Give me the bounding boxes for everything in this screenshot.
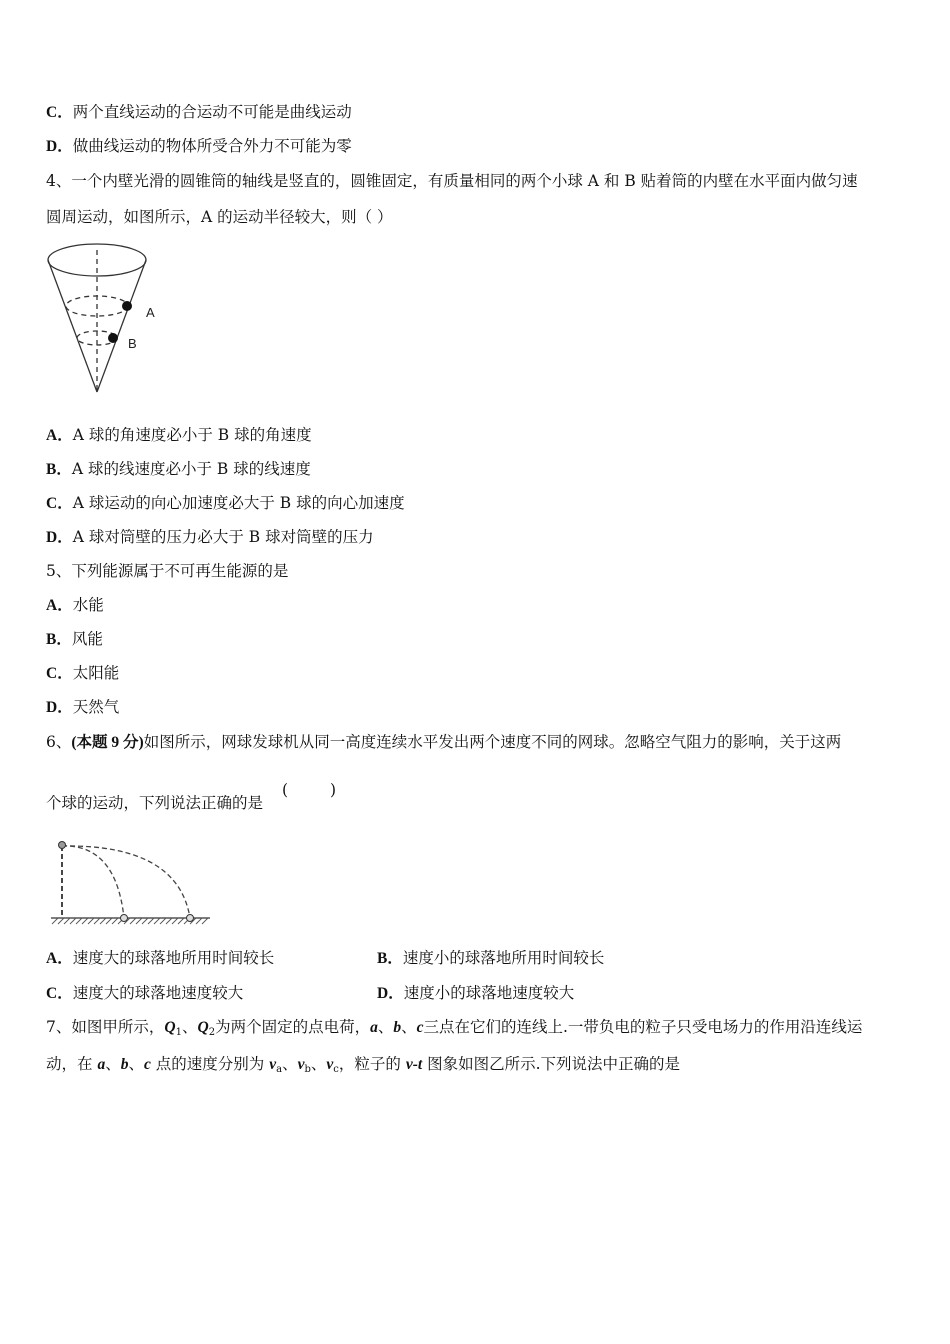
question-number: 7、 bbox=[46, 1018, 72, 1036]
separator: 、 bbox=[282, 1055, 298, 1073]
point-c: c bbox=[416, 1019, 424, 1036]
q7-stem-line1 bbox=[46, 1017, 862, 1043]
charge-q2: Q bbox=[197, 1019, 209, 1036]
option-label: D． bbox=[46, 138, 73, 155]
q4-option-b bbox=[46, 459, 311, 480]
q4-stem-line2: 圆周运动，如图所示，A 的运动半径较大，则（ ） bbox=[46, 208, 393, 226]
answer-paren-right: ) bbox=[330, 781, 337, 799]
stem-text: 图象如图乙所示.下列说法中正确的是 bbox=[422, 1055, 681, 1073]
option-text: A 球的线速度必小于 B 球的线速度 bbox=[71, 460, 311, 478]
ball-a bbox=[122, 301, 132, 311]
charge-q1-sub: 1 bbox=[175, 1027, 182, 1038]
point-b: b bbox=[393, 1019, 402, 1036]
option-text: A 球的角速度必小于 B 球的角速度 bbox=[72, 426, 312, 444]
option-text: 两个直线运动的合运动不可能是曲线运动 bbox=[72, 103, 352, 121]
option-label: B． bbox=[46, 461, 72, 478]
ball-b bbox=[108, 333, 118, 343]
option-text: A 球对筒壁的压力必大于 B 球对筒壁的压力 bbox=[72, 528, 374, 546]
q6-option-d bbox=[377, 983, 574, 1004]
separator: 、 bbox=[310, 1055, 327, 1073]
velocity-c-sub: c bbox=[333, 1064, 339, 1075]
velocity-b-sub: b bbox=[304, 1064, 311, 1075]
q6-option-b bbox=[377, 948, 604, 969]
option-label: A． bbox=[46, 427, 73, 444]
q5-option-b bbox=[46, 629, 103, 650]
label-b: B bbox=[128, 336, 137, 351]
q5-stem: 5、下列能源属于不可再生能源的是 bbox=[46, 562, 289, 580]
ground-hatching bbox=[52, 918, 208, 924]
q6-option-a bbox=[46, 948, 274, 969]
velocity-a: v bbox=[269, 1056, 277, 1073]
option-text: A 球运动的向心加速度必大于 B 球的向心加速度 bbox=[72, 494, 405, 512]
option-text: 速度小的球落地所用时间较长 bbox=[402, 949, 605, 967]
score-note: (本题 9 分) bbox=[71, 734, 144, 751]
answer-paren-left: ( bbox=[282, 781, 289, 799]
q3-option-c bbox=[46, 102, 352, 123]
q3-option-d bbox=[46, 136, 352, 157]
option-label: C． bbox=[46, 665, 73, 682]
q6-option-c bbox=[46, 983, 243, 1004]
option-label: C． bbox=[46, 495, 73, 512]
landing-ball-far bbox=[187, 915, 194, 922]
velocity-c: v bbox=[326, 1056, 334, 1073]
option-text: 速度小的球落地速度较大 bbox=[403, 984, 575, 1002]
q4-stem-line1: 4、一个内壁光滑的圆锥筒的轴线是竖直的，圆锥固定，有质量相同的两个小球 A 和 B 贴着筒的内壁在水平面内做匀速 bbox=[46, 172, 858, 190]
point-a: a bbox=[97, 1056, 106, 1073]
point-c: c bbox=[143, 1056, 151, 1073]
separator: 、 bbox=[128, 1055, 144, 1073]
q4-option-a bbox=[46, 425, 312, 446]
q6-stem-line1 bbox=[46, 732, 841, 753]
stem-text: 为两个固定的点电荷， bbox=[215, 1018, 371, 1036]
option-text: 速度大的球落地速度较大 bbox=[72, 984, 244, 1002]
launch-ball bbox=[59, 842, 66, 849]
cone-figure bbox=[44, 240, 174, 400]
separator: 、 bbox=[377, 1018, 394, 1036]
stem-text: 动，在 bbox=[46, 1055, 98, 1073]
option-label: C． bbox=[46, 985, 73, 1002]
stem-text: 三点在它们的连线上.一带负电的粒子只受电场力的作用沿连线运 bbox=[423, 1018, 863, 1036]
trajectory-short bbox=[62, 846, 124, 918]
option-label: C． bbox=[46, 104, 73, 121]
q6-stem-line2: 个球的运动，下列说法正确的是 bbox=[46, 794, 264, 812]
option-label: D． bbox=[377, 985, 404, 1002]
option-label: A． bbox=[46, 950, 73, 967]
q5-option-d bbox=[46, 697, 119, 718]
option-label: D． bbox=[46, 529, 73, 546]
separator: 、 bbox=[105, 1055, 121, 1073]
stem-text: 点的速度分别为 bbox=[150, 1055, 270, 1073]
option-text: 太阳能 bbox=[72, 664, 120, 682]
option-text: 风能 bbox=[71, 630, 103, 648]
vt-graph-term: v-t bbox=[405, 1056, 423, 1073]
q5-option-c bbox=[46, 663, 119, 684]
option-label: A． bbox=[46, 597, 73, 614]
option-label: B． bbox=[46, 631, 72, 648]
separator: 、 bbox=[401, 1018, 417, 1036]
q5-option-a bbox=[46, 595, 104, 616]
separator: 、 bbox=[181, 1018, 198, 1036]
trajectory-long bbox=[62, 846, 190, 918]
q4-option-d bbox=[46, 527, 374, 548]
velocity-b: v bbox=[297, 1056, 305, 1073]
projectile-figure bbox=[48, 838, 213, 930]
charge-q2-sub: 2 bbox=[208, 1027, 216, 1038]
option-text: 天然气 bbox=[72, 698, 120, 716]
option-label: D． bbox=[46, 699, 73, 716]
stem-text: 如图甲所示， bbox=[71, 1018, 165, 1036]
option-text: 速度大的球落地所用时间较长 bbox=[72, 949, 275, 967]
stem-text: 如图所示，网球发球机从同一高度连续水平发出两个速度不同的网球。忽略空气阻力的影响，关于这两 bbox=[143, 733, 842, 751]
option-text: 水能 bbox=[72, 596, 104, 614]
point-b: b bbox=[120, 1056, 129, 1073]
landing-ball-near bbox=[121, 915, 128, 922]
q4-option-c bbox=[46, 493, 405, 514]
charge-q1: Q bbox=[164, 1019, 176, 1036]
question-number: 6、 bbox=[46, 733, 72, 751]
point-a: a bbox=[370, 1019, 378, 1036]
q7-stem-line2 bbox=[46, 1054, 680, 1080]
label-a: A bbox=[146, 305, 155, 320]
stem-text: ，粒子的 bbox=[338, 1055, 406, 1073]
option-text: 做曲线运动的物体所受合外力不可能为零 bbox=[72, 137, 352, 155]
option-label: B． bbox=[377, 950, 403, 967]
velocity-a-sub: a bbox=[276, 1064, 283, 1075]
